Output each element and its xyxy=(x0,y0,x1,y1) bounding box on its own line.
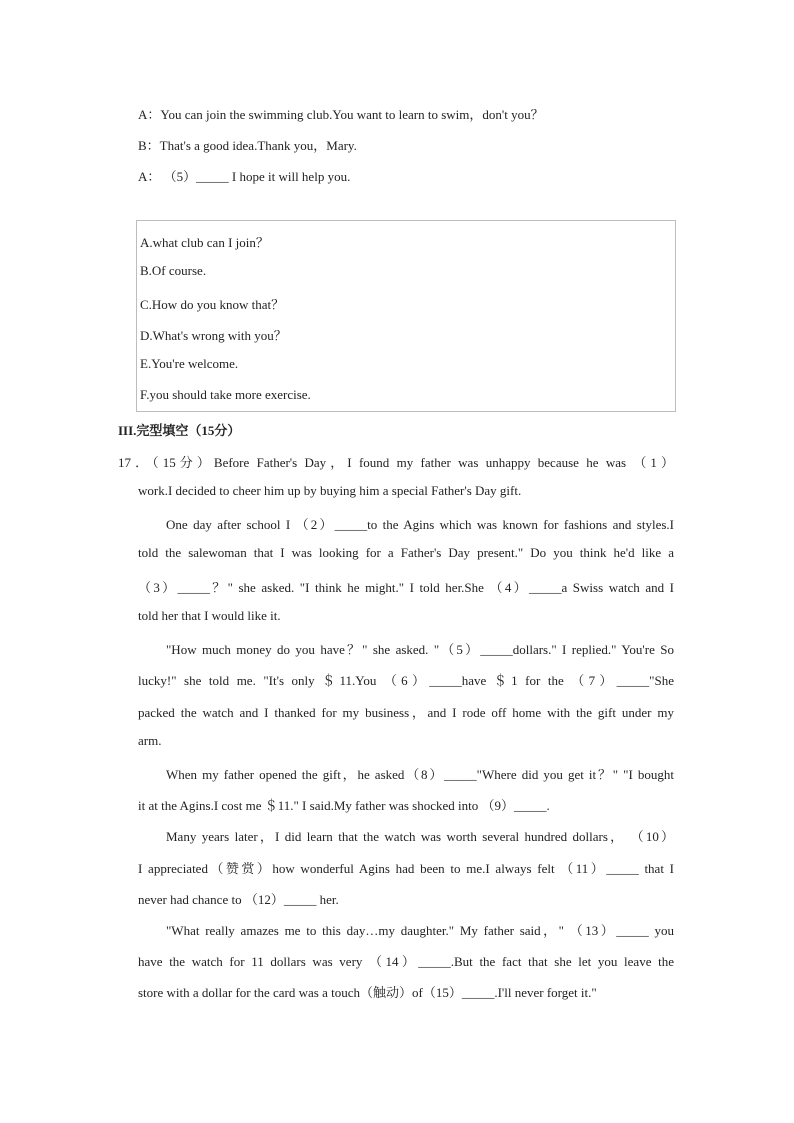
passage-line: told her that I would like it. xyxy=(138,608,281,623)
passage-line: One day after school I （2）_____to the Agins which was known for fashions and styles.I xyxy=(166,517,674,532)
passage-line: work.I decided to cheer him up by buying him a special Father's Day gift. xyxy=(138,483,522,498)
passage-line: （3）_____？" she asked. "I think he might." I told her.She （4）_____a Swiss watch and I xyxy=(138,580,674,595)
passage-line: "What really amazes me to this day…my daughter." My father said，" （13）_____ you xyxy=(166,923,674,938)
passage-line: have the watch for 11 dollars was very （14）_____.But the fact that she let you leave the xyxy=(138,954,674,969)
dialogue-speaker: A： xyxy=(138,107,161,122)
passage-line: it at the Agins.I cost me ＄11." I said.My father was shocked into （9）_____. xyxy=(138,798,550,813)
passage-line: packed the watch and I thanked for my business，and I rode off home with the gift under my xyxy=(138,705,674,720)
passage-line: lucky!" she told me. "It's only ＄11.You （6）_____have ＄1 for the （7）_____"She xyxy=(138,673,674,688)
dialogue-speaker: B： xyxy=(138,138,160,153)
passage-line: When my father opened the gift，he asked（8）_____"Where did you get it？" "I bought xyxy=(166,767,674,782)
passage-line: never had chance to （12）_____ her. xyxy=(138,892,339,907)
passage-line: arm. xyxy=(138,733,162,748)
section-heading: III.完型填空（15分） xyxy=(118,423,241,438)
dialogue-line xyxy=(138,166,350,185)
question-17-line: 17．（15分）Before Father's Day，I found my father was unhappy because he was （1） xyxy=(118,455,674,470)
passage-line: I appreciated（赞赏）how wonderful Agins had been to me.I always felt （11）_____ that I xyxy=(138,861,674,876)
option-c: C.How do you know that？ xyxy=(140,297,285,312)
option-d: D.What's wrong with you？ xyxy=(140,328,287,343)
options-box xyxy=(136,220,676,412)
dialogue-line xyxy=(138,104,544,123)
dialogue-line xyxy=(138,135,357,154)
passage-line: told the salewoman that I was looking for a Father's Day present." Do you think he'd like a xyxy=(138,545,674,560)
dialogue-text: （5）_____ I hope it will help you. xyxy=(160,169,351,184)
option-a: A.what club can I join？ xyxy=(140,235,269,250)
option-f: F.you should take more exercise. xyxy=(140,387,311,402)
passage-line: "How much money do you have？" she asked. "（5）_____dollars." I replied." You're So xyxy=(166,642,674,657)
option-b: B.Of course. xyxy=(140,263,207,278)
passage-line: Many years later，I did learn that the watch was worth several hundred dollars， （10） xyxy=(166,829,674,844)
option-e: E.You're welcome. xyxy=(140,356,239,371)
dialogue-speaker: A： xyxy=(138,169,161,184)
passage-line: store with a dollar for the card was a touch（触动）of（15）_____.I'll never forget it." xyxy=(138,985,597,1000)
dialogue-text: You can join the swimming club.You want to learn to swim，don't you？ xyxy=(160,107,544,122)
dialogue-text: That's a good idea.Thank you，Mary. xyxy=(159,138,357,153)
